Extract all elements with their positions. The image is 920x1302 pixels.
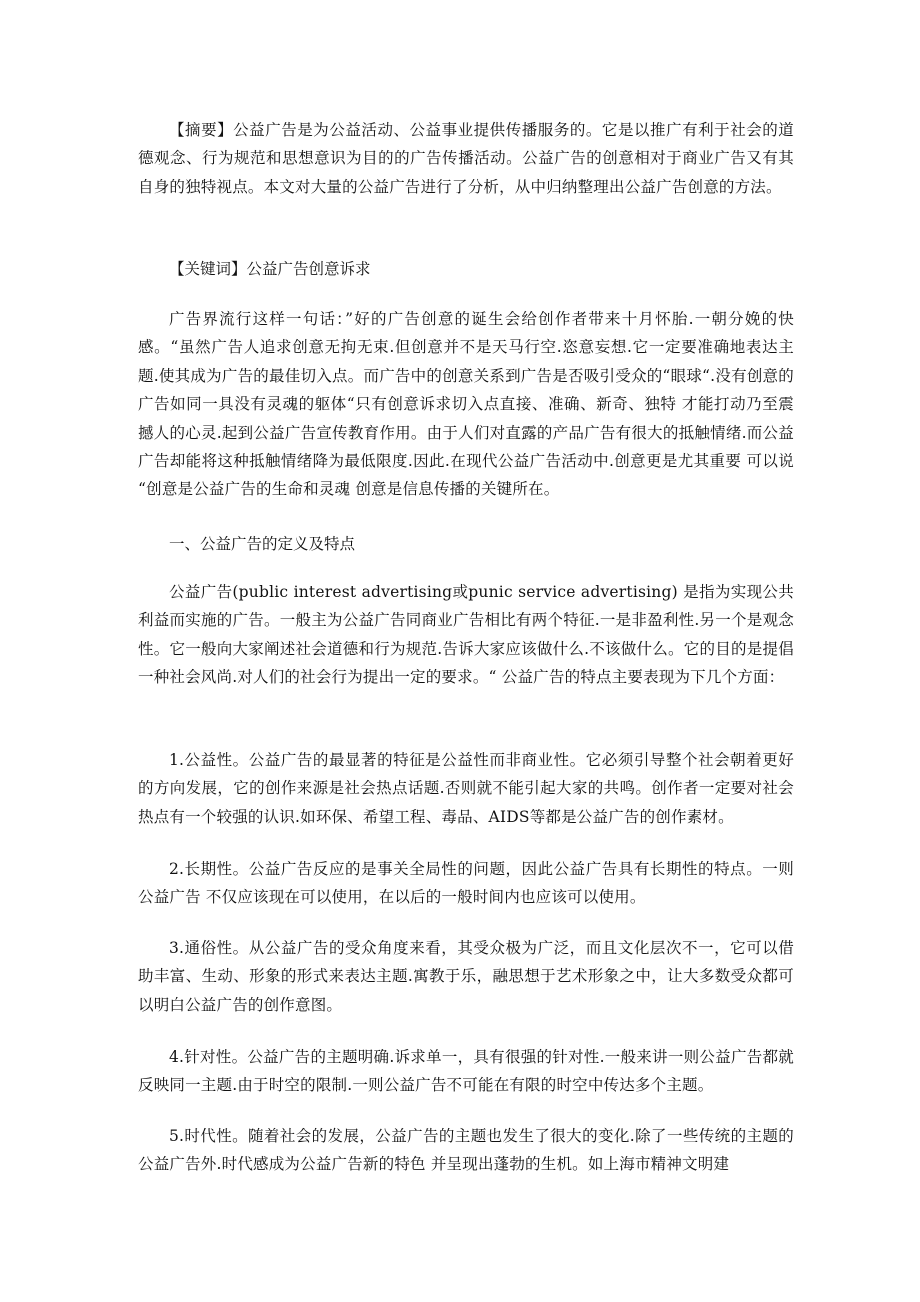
abstract-paragraph: 【摘要】公益广告是为公益活动、公益事业提供传播服务的。它是以推广有利于社会的道德观念、行为规范和思想意识为目的的广告传播活动。公益广告的创意相对于商业广告又有其自身的独特视点。本文对大量的公益广告进行了分析，从中归纳整理出公益广告创意的方法。 bbox=[138, 121, 794, 196]
point-public-welfare: 1.公益性。公益广告的最显著的特征是公益性而非商业性。它必须引导整个社会朝着更好的方向发展，它的创作来源是社会热点话题.否则就不能引起大家的共鸣。创作者一定要对社会热点有一个较强的认识.如环保、希望工程、毒品、AIDS等都是公益广告的创作素材。 bbox=[138, 751, 794, 826]
definition-paragraph: 公益广告(public interest advertising或punic service advertising) 是指为实现公共利益而实施的广告。一般主为公益广告同商业广告相比有两个特征.一是非盈利性.另一个是观念性。它一般向大家阐述社会道德和行为规范.告诉大家应该做什么.不该做什么。它的目的是提倡一种社会风尚.对人们的社会行为提出一定的要求。“ 公益广告的特点主要表现为下几个方面： bbox=[138, 583, 794, 687]
point-targeting: 4.针对性。公益广告的主题明确.诉求单一，具有很强的针对性.一般来讲一则公益广告都就反映同一主题.由于时空的限制.一则公益广告不可能在有限的时空中传达多个主题。 bbox=[138, 1048, 794, 1095]
point-timeliness: 5.时代性。随着社会的发展，公益广告的主题也发生了很大的变化.除了一些传统的主题的公益广告外.时代感成为公益广告新的特色 并呈现出蓬勃的生机。如上海市精神文明建 bbox=[138, 1127, 794, 1174]
keywords-line: 【关键词】公益广告创意诉求 bbox=[169, 260, 371, 278]
point-long-term: 2.长期性。公益广告反应的是事关全局性的问题，因此公益广告具有长期性的特点。一则公益广告 不仅应该现在可以使用，在以后的一般时间内也应该可以使用。 bbox=[138, 860, 794, 907]
intro-paragraph: 广告界流行这样一句话：”好的广告创意的诞生会给创作者带来十月怀胎.一朝分娩的快感。“虽然广告人追求创意无拘无束.但创意并不是天马行空.恣意妄想.它一定要准确地表达主题.使其成为广告的最佳切入点。而广告中的创意关系到广告是否吸引受众的“眼球“.没有创意的广告如同一具没有灵魂的躯体“只有创意诉求切入点直接、准确、新奇、独特 才能打动乃至震撼人的心灵.起到公益广告宣传教育作用。由于人们对直露的产品广告有很大的抵触情绪.而公益广告却能将这种抵触情绪降为最低限度.因此.在现代公益广告活动中.创意更是尤其重要 可以说 “创意是公益广告的生命和灵魂 创意是信息传播的关键所在。 bbox=[138, 310, 794, 499]
point-popularity: 3.通俗性。从公益广告的受众角度来看，其受众极为广泛，而且文化层次不一，它可以借助丰富、生动、形象的形式来表达主题.寓教于乐，融思想于艺术形象之中，让大多数受众都可以明白公益广告的创作意图。 bbox=[138, 939, 794, 1014]
section-heading: 一、公益广告的定义及特点 bbox=[169, 535, 356, 553]
